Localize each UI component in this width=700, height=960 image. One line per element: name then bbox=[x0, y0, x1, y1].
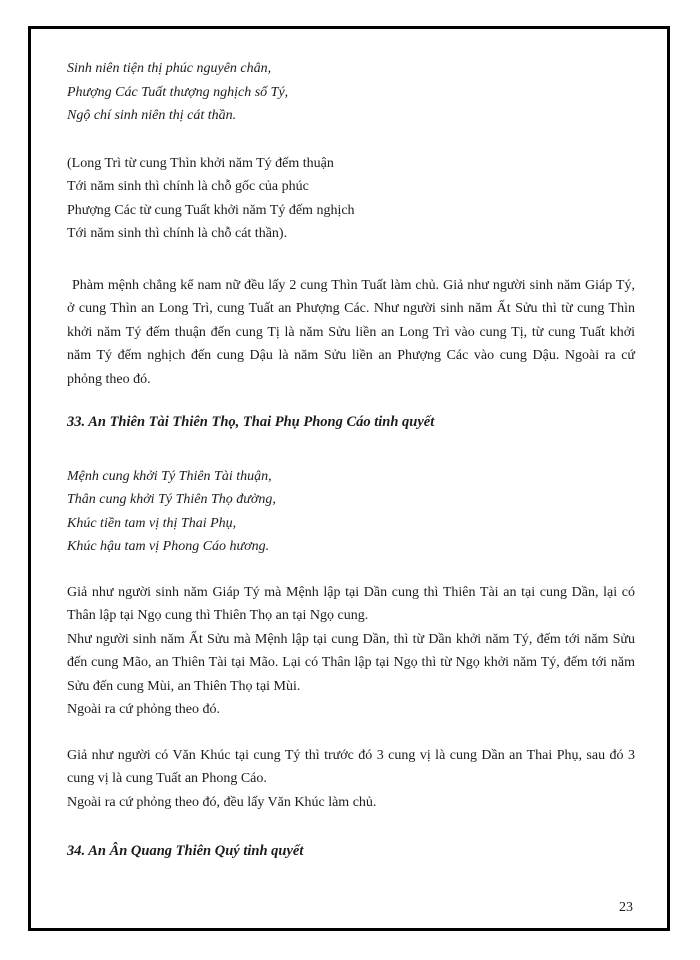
section-33-verse bbox=[67, 465, 635, 559]
note-line: (Long Trì từ cung Thìn khởi năm Tý đếm thuận bbox=[67, 155, 334, 171]
paragraph-line: Phàm mệnh chẳng kể nam nữ đều lấy 2 cung Thìn Tuất làm chủ. Giả như người sinh năm Giáp Tý, bbox=[72, 277, 635, 293]
paragraph-line: Sửu đến cung Mùi, an Thiên Thọ tại Mùi. bbox=[67, 678, 301, 694]
verse-line: Ngộ chí sinh niên thị cát thần. bbox=[67, 108, 237, 123]
paragraph-line: Giả như người sinh năm Giáp Tý mà Mệnh lập tại Dần cung thì Thiên Tài an tại cung Dần, lại có bbox=[67, 584, 635, 600]
paragraph-line: Như người sinh năm Ất Sửu mà Mệnh lập tại cung Dần, thì từ Dần khởi năm Tý, đếm tới năm Sửu bbox=[67, 631, 635, 647]
verse-line: Khúc tiền tam vị thị Thai Phụ, bbox=[67, 515, 237, 531]
paragraph-line: Giả như người có Văn Khúc tại cung Tý thì trước đó 3 cung vị là cung Dần an Thai Phụ, sau đó 3 bbox=[67, 747, 635, 763]
section-33-heading: 33. An Thiên Tài Thiên Thọ, Thai Phụ Phong Cáo tinh quyết bbox=[67, 414, 435, 430]
opening-verse bbox=[67, 57, 635, 128]
note-line: Phượng Các từ cung Tuất khởi năm Tý đếm nghịch bbox=[67, 202, 355, 218]
verse-line: Phượng Các Tuất thượng nghịch số Tý, bbox=[67, 84, 289, 100]
paragraph-line: cung vị là cung Tuất an Phong Cáo. bbox=[67, 771, 267, 786]
paragraph-line: đến cung Mão, an Thiên Tài tại Mão. Lại có Thân lập tại Ngọ thì từ Ngọ khởi năm Tý, đếm tới năm bbox=[67, 655, 635, 670]
verse-line: Sinh niên tiện thị phúc nguyên chân, bbox=[67, 61, 272, 76]
paragraph-line: khởi năm Tý đếm thuận đến cung Tị là năm Sửu liền an Long Trì vào cung Tị, từ cung Tuất khởi bbox=[67, 324, 635, 340]
section-34-heading: 34. An Ân Quang Thiên Quý tinh quyết bbox=[67, 843, 304, 859]
page-number: 23 bbox=[619, 900, 633, 915]
note-line: Tới năm sinh thì chính là chỗ cát thần). bbox=[67, 226, 288, 241]
verse-line: Mệnh cung khởi Tý Thiên Tài thuận, bbox=[67, 468, 272, 484]
paragraph-line: năm Tý đếm nghịch đến cung Dậu là năm Sửu liền an Phượng Các vào cung Dậu. Ngoài ra cứ bbox=[67, 348, 635, 363]
paragraph-line: ở cung Thìn an Long Trì, cung Tuất an Phượng Các. Như người sinh năm Ất Sửu thì từ cung Thìn bbox=[67, 301, 635, 316]
page-content bbox=[31, 29, 667, 864]
paragraph-line: Ngoài ra cứ phỏng theo đó, đều lấy Văn Khúc làm chủ. bbox=[67, 794, 377, 810]
paragraph-line: phỏng theo đó. bbox=[67, 371, 151, 387]
paragraph-line: Thân lập tại Ngọ cung thì Thiên Thọ an tại Ngọ cung. bbox=[67, 608, 369, 623]
verse-line: Khúc hậu tam vị Phong Cáo hương. bbox=[67, 539, 270, 554]
section-33-example-paragraph bbox=[67, 581, 635, 722]
note-line: Tới năm sinh thì chính là chỗ gốc của phúc bbox=[67, 179, 309, 194]
long-tri-translation-note bbox=[67, 152, 635, 246]
long-tri-rule-paragraph bbox=[67, 274, 635, 392]
page-border-frame bbox=[28, 26, 670, 931]
paragraph-line: Ngoài ra cứ phỏng theo đó. bbox=[67, 702, 220, 717]
van-khuc-example-paragraph bbox=[67, 744, 635, 815]
verse-line: Thân cung khởi Tý Thiên Thọ đường, bbox=[67, 492, 276, 507]
